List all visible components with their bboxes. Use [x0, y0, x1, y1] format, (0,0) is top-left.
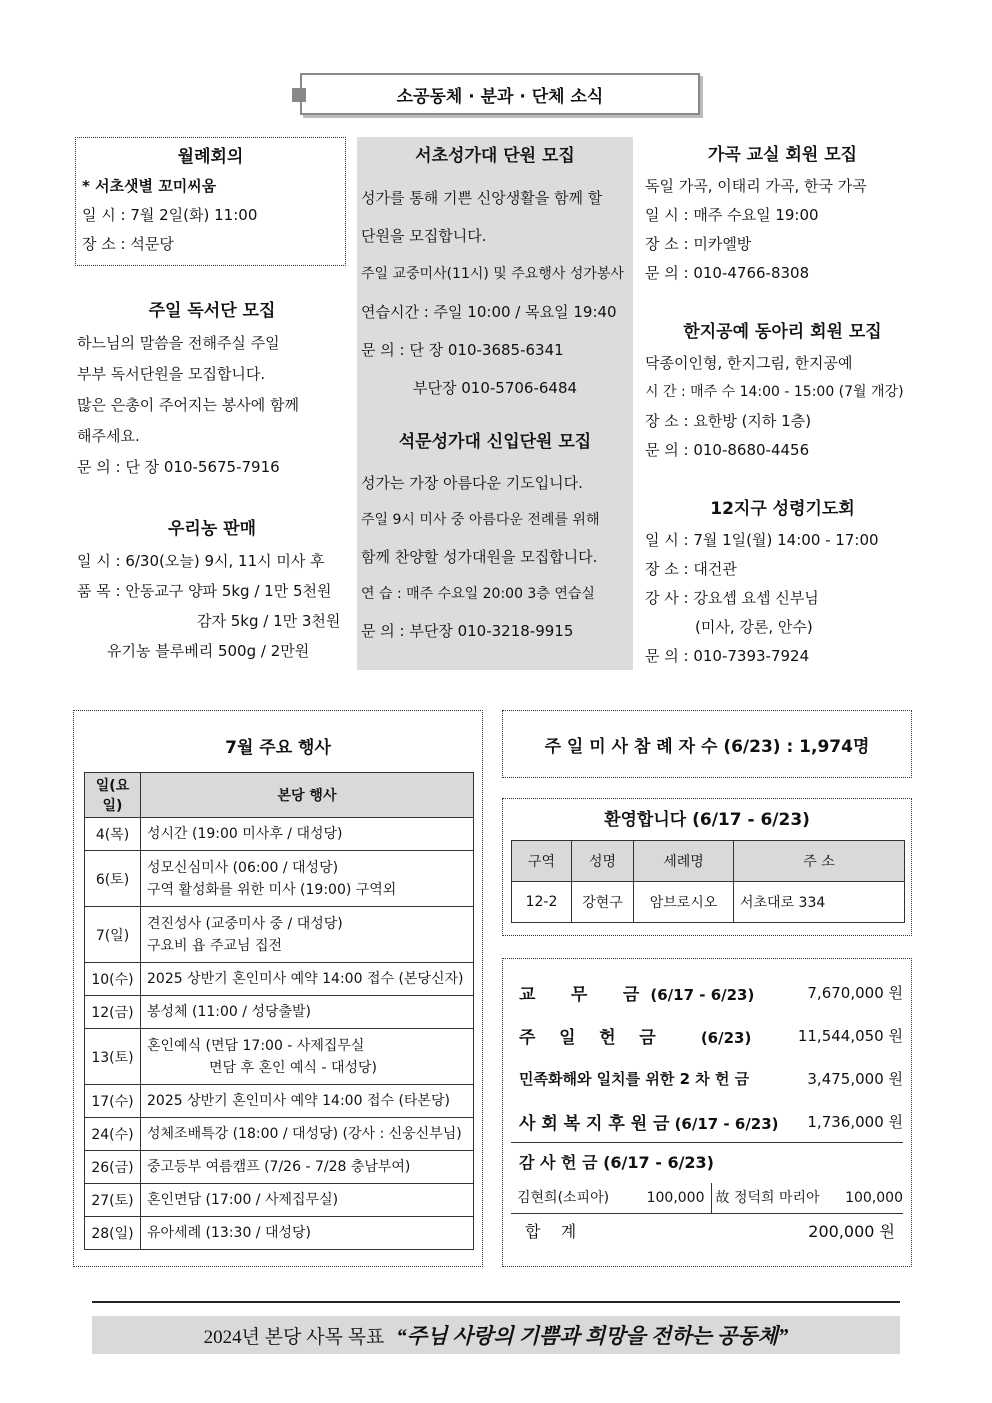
- seokmun-choir-line: 연 습 : 매주 수요일 20:00 3층 연습실: [361, 586, 595, 602]
- song-contact: 문 의 : 010-4766-8308: [645, 264, 810, 282]
- events-desc-line: 성시간 (19:00 미사후 / 대성당): [147, 826, 343, 842]
- events-row: [85, 1217, 474, 1250]
- seokmun-choir-line: 주일 9시 미사 중 아름다운 전례를 위해: [361, 512, 600, 528]
- song-title: 가곡 교실 회원 모집: [707, 145, 858, 165]
- farm-line: 감자 5kg / 1만 3천원: [197, 612, 341, 630]
- events-desc-line: 2025 상반기 혼인미사 예약 14:00 접수 (본당신자): [147, 971, 464, 987]
- events-row: [85, 1085, 474, 1118]
- events-desc: [141, 818, 474, 851]
- events-desc-line: 혼인예식 (면담 17:00 - 사제집무실: [147, 1037, 365, 1054]
- finance-amount: 7,670,000 원: [807, 984, 903, 1002]
- seokmun-choir-contact: 문 의 : 부단장 010-3218-9915: [361, 622, 574, 640]
- welcome-header-row: [512, 841, 905, 882]
- events-desc-line: 견진성사 (교중미사 중 / 대성당): [147, 915, 343, 932]
- events-title: 7월 주요 행사: [225, 738, 331, 758]
- song-section: [645, 140, 920, 288]
- finance-row-gyomu: [511, 971, 903, 1014]
- finance-label: 주 일 헌 금: [519, 1028, 656, 1048]
- welcome-table: [511, 840, 905, 923]
- events-row: [85, 996, 474, 1029]
- thanks-name: 김현희(소피아): [517, 1190, 610, 1206]
- welcome-address: 서초대로 334: [734, 882, 905, 923]
- events-desc-line: 중고등부 여름캠프 (7/26 - 7/28 충남부여): [147, 1159, 411, 1175]
- hanji-contact: 문 의 : 010-8680-4456: [645, 441, 810, 459]
- finance-label: 민족화해와 일치를 위한 2 차 헌 금: [519, 1070, 750, 1088]
- reading-line: 많은 은총이 주어지는 봉사에 함께: [77, 396, 299, 414]
- events-desc-line: 유아세례 (13:30 / 대성당): [147, 1225, 312, 1241]
- section-title-text: 소공동체 · 분과 · 단체 소식: [396, 86, 604, 107]
- seocho-choir-title: 서초성가대 단원 모집: [415, 146, 575, 166]
- events-desc-line: 성체조배특강 (18:00 / 대성당) (강사 : 신웅신부님): [147, 1126, 462, 1142]
- hanji-line: 시 간 : 매주 수 14:00 - 15:00 (7월 개강): [645, 384, 904, 400]
- events-desc-line: 면담 후 혼인 예식 - 대성당): [209, 1059, 378, 1076]
- events-table: [84, 772, 474, 1250]
- farm-line: 일 시 : 6/30(오늘) 9시, 11시 미사 후: [77, 552, 325, 570]
- prayer-section: [645, 494, 920, 671]
- footer-rule: [92, 1301, 900, 1303]
- farm-title: 우리농 판매: [167, 519, 257, 539]
- finance-period: (6/17 - 6/23): [650, 986, 755, 1004]
- finance-label: 교 무 금: [519, 985, 640, 1005]
- welcome-row: [512, 882, 905, 923]
- farm-section: [77, 514, 347, 666]
- prayer-line: (미사, 강론, 안수): [695, 618, 813, 636]
- events-desc: [141, 1217, 474, 1250]
- events-desc: [141, 963, 474, 996]
- reading-line: 하느님의 말씀을 전해주실 주일: [77, 334, 280, 352]
- prayer-line: 일 시 : 7월 1일(월) 14:00 - 17:00: [645, 531, 879, 549]
- reading-line: 해주세요.: [77, 427, 140, 445]
- finance-box: [502, 958, 912, 1267]
- events-row: [85, 1184, 474, 1217]
- seocho-choir-line: 단원을 모집합니다.: [361, 227, 487, 245]
- events-header-row: [85, 773, 474, 818]
- events-date: 12(금): [85, 996, 141, 1029]
- seocho-choir-line: 연습시간 : 주일 10:00 / 목요일 19:40: [361, 303, 617, 321]
- finance-amount: 1,736,000 원: [807, 1112, 903, 1131]
- events-desc: [141, 1151, 474, 1184]
- events-desc-line: 구역 활성화를 위한 미사 (19:00) 구역외: [147, 881, 397, 898]
- song-line: 장 소 : 미카엘방: [645, 235, 752, 253]
- events-date: 10(수): [85, 963, 141, 996]
- thanks-amount: 100,000: [646, 1190, 705, 1206]
- thanks-item: [511, 1183, 712, 1213]
- seokmun-choir-line: 함께 찬양할 성가대원을 모집합니다.: [361, 548, 598, 566]
- reading-section: [77, 296, 347, 483]
- finance-period: (6/23): [700, 1029, 752, 1047]
- welcome-header-baptism: 세례명: [634, 841, 734, 882]
- events-date: 28(일): [85, 1217, 141, 1250]
- events-date: 7(일): [85, 907, 141, 963]
- finance-amount: 11,544,050 원: [797, 1027, 903, 1045]
- welcome-name: 강현구: [572, 882, 634, 923]
- thanks-title: 감 사 헌 금 (6/17 - 6/23): [519, 1153, 714, 1172]
- monthly-meeting-title: 월례회의: [177, 147, 244, 167]
- prayer-title: 12지구 성령기도회: [710, 499, 855, 519]
- farm-line: 품 목 : 안동교구 양파 5kg / 1만 5천원: [77, 582, 332, 600]
- monthly-meeting-box: [75, 137, 346, 266]
- hanji-section: [645, 317, 920, 465]
- prayer-line: 강 사 : 강요셉 요셉 신부님: [645, 589, 819, 607]
- welcome-box: [502, 798, 912, 936]
- monthly-meeting-place: 장 소 : 석문당: [82, 235, 174, 253]
- welcome-header-address: 주 소: [734, 841, 905, 882]
- attendance-text: 주 일 미 사 참 례 자 수 (6/23) : 1,974명: [544, 736, 870, 757]
- welcome-baptism: 암브로시오: [634, 882, 734, 923]
- hanji-line: 닥종이인형, 한지그림, 한지공예: [645, 354, 853, 372]
- footer-motto: “주님 사랑의 기쁨과 희망을 전하는 공동체”: [396, 1324, 789, 1348]
- events-desc-line: 혼인면담 (17:00 / 사제집무실): [147, 1192, 339, 1208]
- events-row: [85, 907, 474, 963]
- events-row: [85, 1029, 474, 1085]
- events-desc: [141, 1029, 474, 1085]
- welcome-header-name: 성명: [572, 841, 634, 882]
- finance-row-sunday: [511, 1014, 903, 1057]
- events-desc: [141, 996, 474, 1029]
- attendance-box: [502, 710, 912, 778]
- thanks-name: 故 정덕희 마리아: [715, 1190, 820, 1206]
- events-date: 6(토): [85, 851, 141, 907]
- events-desc: [141, 1118, 474, 1151]
- events-row: [85, 818, 474, 851]
- events-date: 24(수): [85, 1118, 141, 1151]
- footer-prefix: 2024년 본당 사목 목표: [203, 1326, 385, 1348]
- reading-contact: 문 의 : 단 장 010-5675-7916: [77, 458, 280, 476]
- choir-panel: [357, 137, 633, 670]
- events-header-date: 일(요일): [85, 773, 141, 818]
- total-row: [511, 1214, 903, 1250]
- finance-row-reconciliation: [511, 1057, 903, 1100]
- events-desc: [141, 851, 474, 907]
- events-date: 4(목): [85, 818, 141, 851]
- events-desc-line: 봉성체 (11:00 / 성당출발): [147, 1004, 312, 1020]
- finance-amount: 3,475,000 원: [807, 1070, 903, 1088]
- events-desc-line: 2025 상반기 혼인미사 예약 14:00 접수 (타본당): [147, 1093, 450, 1109]
- events-desc-line: 성모신심미사 (06:00 / 대성당): [147, 859, 339, 876]
- events-desc: [141, 1184, 474, 1217]
- finance-period: (6/17 - 6/23): [674, 1114, 779, 1133]
- events-date: 13(토): [85, 1029, 141, 1085]
- seocho-choir-line: 성가를 통해 기쁜 신앙생활을 함께 할: [361, 189, 603, 207]
- prayer-line: 장 소 : 대건관: [645, 560, 737, 578]
- welcome-header-district: 구역: [512, 841, 572, 882]
- events-header-event: 본당 행사: [141, 773, 474, 818]
- farm-line: 유기농 블루베리 500g / 2만원: [107, 642, 310, 660]
- events-row: [85, 963, 474, 996]
- hanji-title: 한지공예 동아리 회원 모집: [683, 322, 882, 342]
- hanji-line: 장 소 : 요한방 (지하 1층): [645, 412, 812, 430]
- events-date: 27(토): [85, 1184, 141, 1217]
- seocho-choir-line: 주일 교중미사(11시) 및 주요행사 성가봉사: [361, 266, 624, 282]
- events-box: [73, 710, 483, 1267]
- finance-label: 사 회 복 지 후 원 금: [519, 1113, 670, 1134]
- thanks-row: [511, 1183, 903, 1214]
- reading-title: 주일 독서단 모집: [148, 301, 276, 321]
- footer-banner: [92, 1316, 900, 1354]
- seokmun-choir-line: 성가는 가장 아름다운 기도입니다.: [361, 474, 583, 492]
- events-desc: [141, 1085, 474, 1118]
- welcome-district: 12-2: [512, 882, 572, 923]
- thanks-item: [712, 1183, 904, 1213]
- seocho-choir-contact: 부단장 010-5706-6484: [413, 379, 578, 397]
- total-amount: 200,000 원: [808, 1222, 895, 1241]
- reading-line: 부부 독서단원을 모집합니다.: [77, 365, 266, 383]
- events-date: 26(금): [85, 1151, 141, 1184]
- thanks-amount: 100,000: [845, 1190, 903, 1206]
- events-row: [85, 1151, 474, 1184]
- song-line: 독일 가곡, 이태리 가곡, 한국 가곡: [645, 177, 867, 195]
- events-desc: [141, 907, 474, 963]
- section-title: [300, 73, 700, 115]
- monthly-meeting-time: 일 시 : 7월 2일(화) 11:00: [82, 206, 258, 224]
- welcome-title: 환영합니다 (6/17 - 6/23): [604, 810, 810, 830]
- events-row: [85, 851, 474, 907]
- monthly-meeting-group: * 서초샛별 꼬미씨움: [82, 177, 217, 195]
- events-desc-line: 구요비 욥 주교님 집전: [147, 937, 283, 954]
- seocho-choir-contact: 문 의 : 단 장 010-3685-6341: [361, 341, 564, 359]
- seokmun-choir-title: 석문성가대 신입단원 모집: [398, 432, 592, 452]
- prayer-contact: 문 의 : 010-7393-7924: [645, 647, 810, 665]
- events-date: 17(수): [85, 1085, 141, 1118]
- finance-row-welfare: [511, 1100, 903, 1143]
- events-row: [85, 1118, 474, 1151]
- song-line: 일 시 : 매주 수요일 19:00: [645, 206, 819, 224]
- total-label: 합 계: [525, 1222, 577, 1241]
